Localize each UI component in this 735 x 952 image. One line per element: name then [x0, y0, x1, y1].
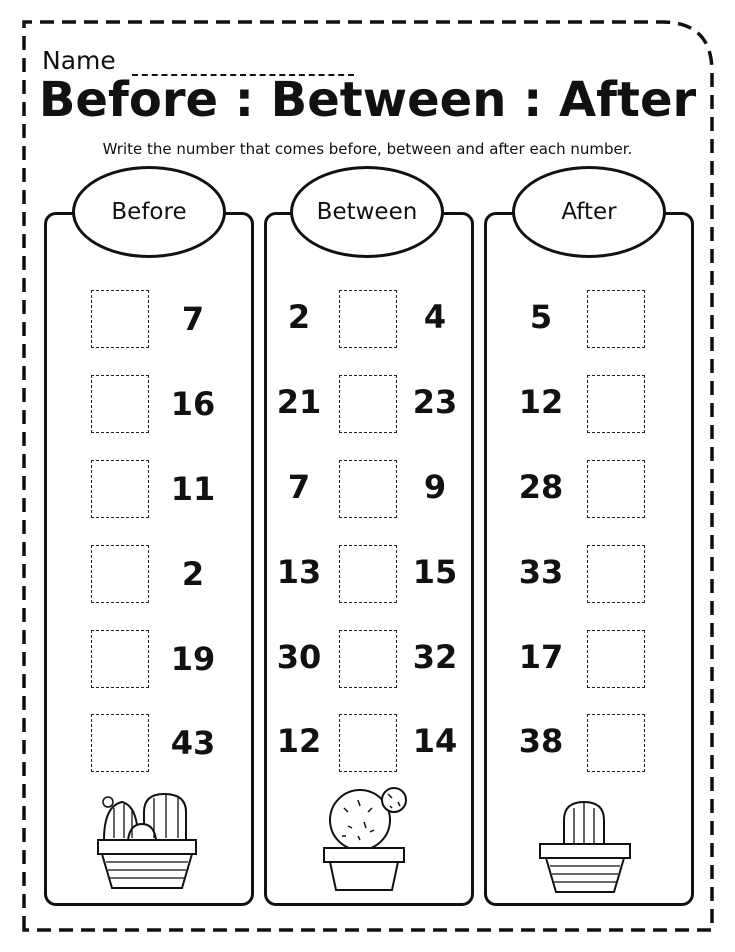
cactus-pot-illustration: [94, 788, 204, 890]
given-number: 19: [170, 640, 216, 678]
answer-box[interactable]: [91, 714, 149, 772]
given-number-left: 21: [276, 383, 322, 421]
given-number: 12: [518, 383, 564, 421]
before-heading-oval: [72, 166, 226, 258]
before-heading: Before: [111, 199, 187, 225]
given-number: 38: [518, 722, 564, 760]
cactus-pot-illustration: [318, 778, 418, 894]
answer-box[interactable]: [339, 375, 397, 433]
answer-box[interactable]: [339, 460, 397, 518]
given-number: 16: [170, 385, 216, 423]
answer-box[interactable]: [587, 630, 645, 688]
after-heading-oval: [512, 166, 666, 258]
given-number-right: 15: [412, 553, 458, 591]
given-number: 33: [518, 553, 564, 591]
given-number: 17: [518, 638, 564, 676]
instructions: Write the number that comes before, between and after each number.: [102, 140, 633, 158]
name-label: Name: [42, 46, 116, 75]
given-number-right: 23: [412, 383, 458, 421]
given-number: 43: [170, 724, 216, 762]
answer-box[interactable]: [339, 714, 397, 772]
given-number: 28: [518, 468, 564, 506]
given-number-right: 32: [412, 638, 458, 676]
answer-box[interactable]: [339, 630, 397, 688]
answer-box[interactable]: [587, 714, 645, 772]
given-number: 2: [181, 555, 205, 593]
given-number-right: 4: [423, 298, 447, 336]
answer-box[interactable]: [91, 460, 149, 518]
given-number: 5: [529, 298, 553, 336]
given-number-left: 30: [276, 638, 322, 676]
between-heading: Between: [316, 199, 418, 225]
between-heading-oval: [290, 166, 444, 258]
answer-box[interactable]: [91, 630, 149, 688]
answer-box[interactable]: [339, 290, 397, 348]
answer-box[interactable]: [587, 460, 645, 518]
given-number: 11: [170, 470, 216, 508]
answer-box[interactable]: [91, 545, 149, 603]
answer-box[interactable]: [587, 545, 645, 603]
cactus-pot-illustration: [536, 796, 636, 894]
given-number-left: 7: [287, 468, 311, 506]
answer-box[interactable]: [587, 375, 645, 433]
after-heading: After: [561, 199, 617, 225]
given-number: 7: [181, 300, 205, 338]
given-number-left: 12: [276, 722, 322, 760]
given-number-left: 2: [287, 298, 311, 336]
answer-box[interactable]: [91, 290, 149, 348]
worksheet-title: Before : Between : After: [38, 72, 697, 128]
given-number-left: 13: [276, 553, 322, 591]
given-number-right: 14: [412, 722, 458, 760]
answer-box[interactable]: [587, 290, 645, 348]
answer-box[interactable]: [339, 545, 397, 603]
given-number-right: 9: [423, 468, 447, 506]
answer-box[interactable]: [91, 375, 149, 433]
